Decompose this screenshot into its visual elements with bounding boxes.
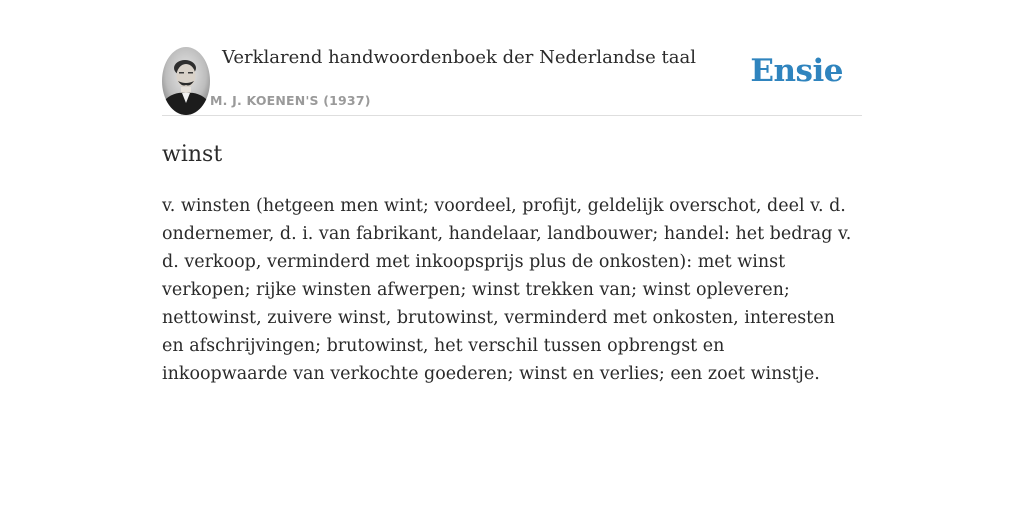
dictionary-author: M. J. KOENEN'S (1937) bbox=[210, 93, 371, 108]
brand-logo[interactable]: Ensie bbox=[750, 53, 843, 89]
dictionary-header bbox=[162, 46, 862, 116]
author-portrait-icon bbox=[162, 47, 210, 115]
entry-headword: winst bbox=[162, 142, 223, 167]
entry-definition: v. winsten (hetgeen men wint; voordeel, profijt, geldelijk overschot, deel v. d. ondernemer, d. i. van fabrikant, handelaar, landbouwer; handel: het bedrag v. d. verkoop, verminderd met inkoopsprijs plus de onkosten): met winst verkopen; rijke winsten afwerpen; winst trekken van; winst opleveren; nettowinst, zuivere winst, brutowinst, verminderd met onkosten, interesten en afschrijvingen; brutowinst, het verschil tussen opbrengst en inkoopwaarde van verkochte goederen; winst en verlies; een zoet winstje. bbox=[162, 196, 852, 384]
dictionary-title-link[interactable]: Verklarend handwoordenboek der Nederlandse taal bbox=[222, 47, 696, 68]
